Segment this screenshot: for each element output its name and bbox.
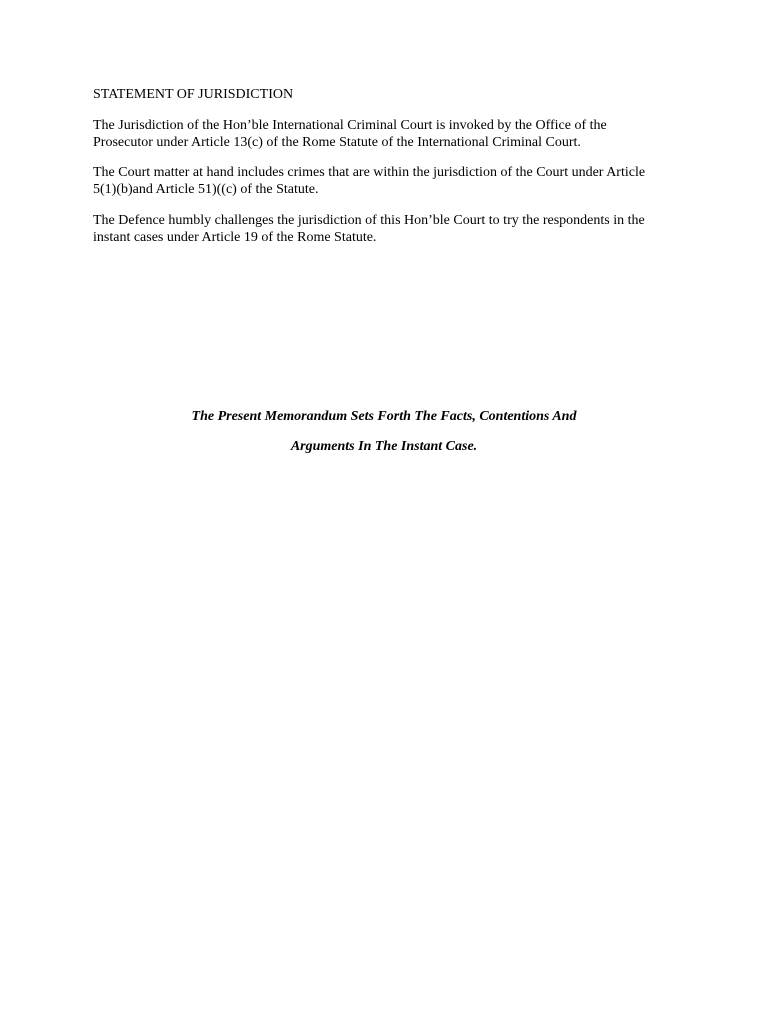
paragraph-line: Prosecutor under Article 13(c) of the Rome Statute of the International Criminal Court. xyxy=(93,135,581,150)
document-heading: STATEMENT OF JURISDICTION xyxy=(93,87,294,102)
closing-statement-line-1: The Present Memorandum Sets Forth The Facts, Contentions And xyxy=(191,409,577,424)
paragraph-court-matter xyxy=(93,164,673,198)
paragraph-line: The Court matter at hand includes crimes that are within the jurisdiction of the Court under Article xyxy=(93,165,646,180)
closing-statement-line-2: Arguments In The Instant Case. xyxy=(290,439,478,454)
paragraph-line: instant cases under Article 19 of the Rome Statute. xyxy=(93,230,377,245)
paragraph-jurisdiction-invoked xyxy=(93,117,673,151)
paragraph-defence-challenge xyxy=(93,212,673,246)
paragraph-line: The Jurisdiction of the Hon’ble International Criminal Court is invoked by the Office of the xyxy=(93,118,607,133)
paragraph-line: The Defence humbly challenges the jurisdiction of this Hon’ble Court to try the respondents in the xyxy=(93,213,645,228)
paragraph-line: 5(1)(b)and Article 51)((c) of the Statute. xyxy=(93,182,319,197)
